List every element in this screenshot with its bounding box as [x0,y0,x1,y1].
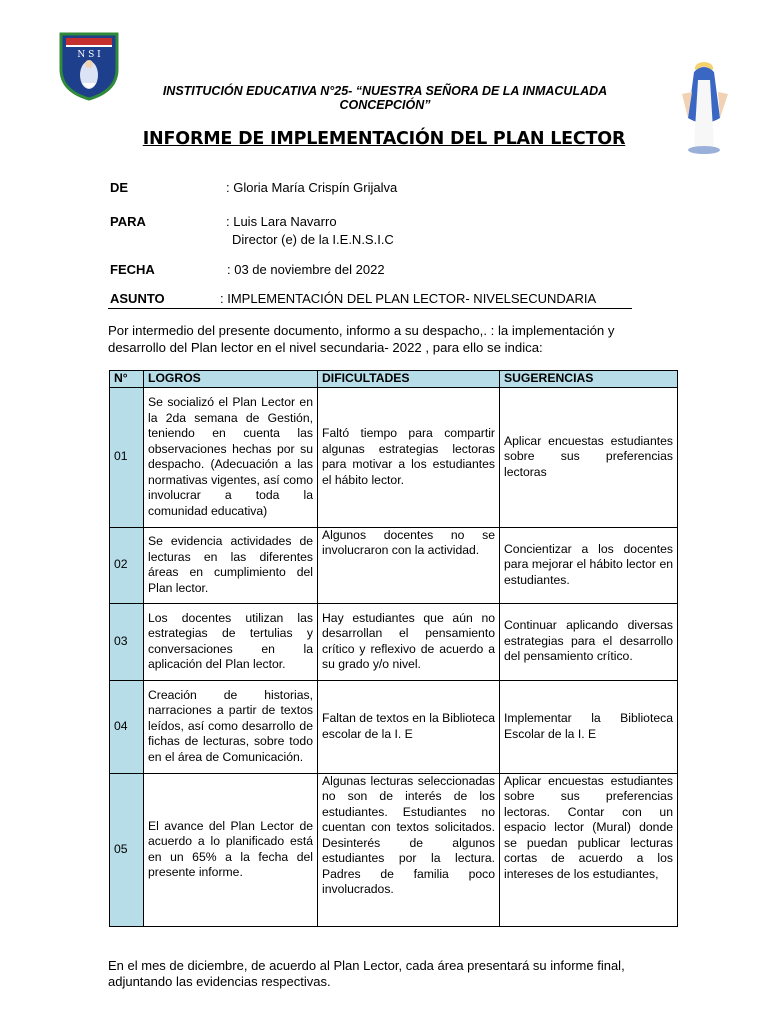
table-header-row [110,371,678,388]
row-num: 03 [110,603,144,680]
row-num: 01 [110,387,144,527]
para-label: PARA [110,214,146,229]
header-dificultades: DIFICULTADES [318,371,500,388]
row-sugerencias: Concientizar a los docentes para mejorar el hábito lector en estudiantes. [500,527,678,603]
de-value: : Gloria María Crispín Grijalva [226,180,398,195]
asunto-label: ASUNTO [110,291,165,306]
table-row [110,680,678,773]
header-logros: LOGROS [144,371,318,388]
header-sugerencias: SUGERENCIAS [500,371,678,388]
plan-lector-table [109,370,678,927]
row-sugerencias: Implementar la Biblioteca Escolar de la I. E [500,680,678,773]
crest-text: N S I [77,50,101,60]
intro-paragraph: Por intermedio del presente documento, informo a su despacho,. : la implementación y desarrollo del Plan lector en el nivel secundaria- 2022 , para ello se indica: [108,323,615,355]
asunto-underline [108,308,632,309]
row-sugerencias: Aplicar encuestas estudiantes sobre sus preferencias lectoras [500,387,678,527]
row-dificultades: Faltó tiempo para compartir algunas estrategias lectoras para motivar a los estudiantes el hábito lector. [318,387,500,527]
row-num: 02 [110,527,144,603]
row-num: 04 [110,680,144,773]
institution-name: INSTITUCIÓN EDUCATIVA N°25- “NUESTRA SEÑORA DE LA INMACULADA CONCEPCIÓN” [162,84,608,112]
asunto-value: : IMPLEMENTACIÓN DEL PLAN LECTOR- NIVELSECUNDARIA [220,291,597,306]
row-logros: El avance del Plan Lector de acuerdo a lo planificado está en un 65% a la fecha del presente informe. [144,773,318,926]
document-title: INFORME DE IMPLEMENTACIÓN DEL PLAN LECTOR [142,129,626,149]
para-value: : Luis Lara Navarro [226,214,337,229]
row-logros: Creación de historias, narraciones a partir de textos leídos, así como desarrollo de fichas de lecturas, sobre todo en el área de Comunicación. [144,680,318,773]
row-dificultades: Faltan de textos en la Biblioteca escolar de la I. E [318,680,500,773]
fecha-label: FECHA [110,262,155,277]
table-row [110,603,678,680]
row-logros: Se socializó el Plan Lector en la 2da semana de Gestión, teniendo en cuenta las observaciones hechas por su despacho. (Adecuación a las normativas vigentes, así como involucrar a toda la comunidad educativa) [144,387,318,527]
school-crest-logo [58,31,120,101]
table-row [110,527,678,603]
table-row [110,773,678,926]
row-dificultades: Hay estudiantes que aún no desarrollan el pensamiento crítico y reflexivo de acuerdo a su grado y/o nivel. [318,603,500,680]
header-num: N° [110,371,144,388]
table-row [110,387,678,527]
row-logros: Se evidencia actividades de lecturas en las diferentes áreas en cumplimiento del Plan lector. [144,527,318,603]
fecha-value: : 03 de noviembre del 2022 [227,262,385,277]
row-sugerencias: Aplicar encuestas estudiantes sobre sus preferencias lectoras. Contar con un espacio lector (Mural) donde se puedan publicar lecturas cortas de acuerdo a los intereses de los estudiantes, [500,773,678,926]
para-value-2: Director (e) de la I.E.N.S.I.C [232,232,394,247]
row-logros: Los docentes utilizan las estrategias de tertulias y conversaciones en la aplicación del Plan lector. [144,603,318,680]
row-sugerencias: Continuar aplicando diversas estrategias para el desarrollo del pensamiento crítico. [500,603,678,680]
row-num: 05 [110,773,144,926]
row-dificultades: Algunos docentes no se involucraron con la actividad. [318,527,500,603]
de-label: DE [110,180,129,195]
row-dificultades: Algunas lecturas seleccionadas no son de interés de los estudiantes. Estudiantes no cuentan con textos solicitados. Desinterés de algunos estudiantes por la lectura. Padres de familia poco involucrados. [318,773,500,926]
closing-paragraph: En el mes de diciembre, de acuerdo al Plan Lector, cada área presentará su informe final, adjuntando las evidencias respectivas. [108,958,625,989]
